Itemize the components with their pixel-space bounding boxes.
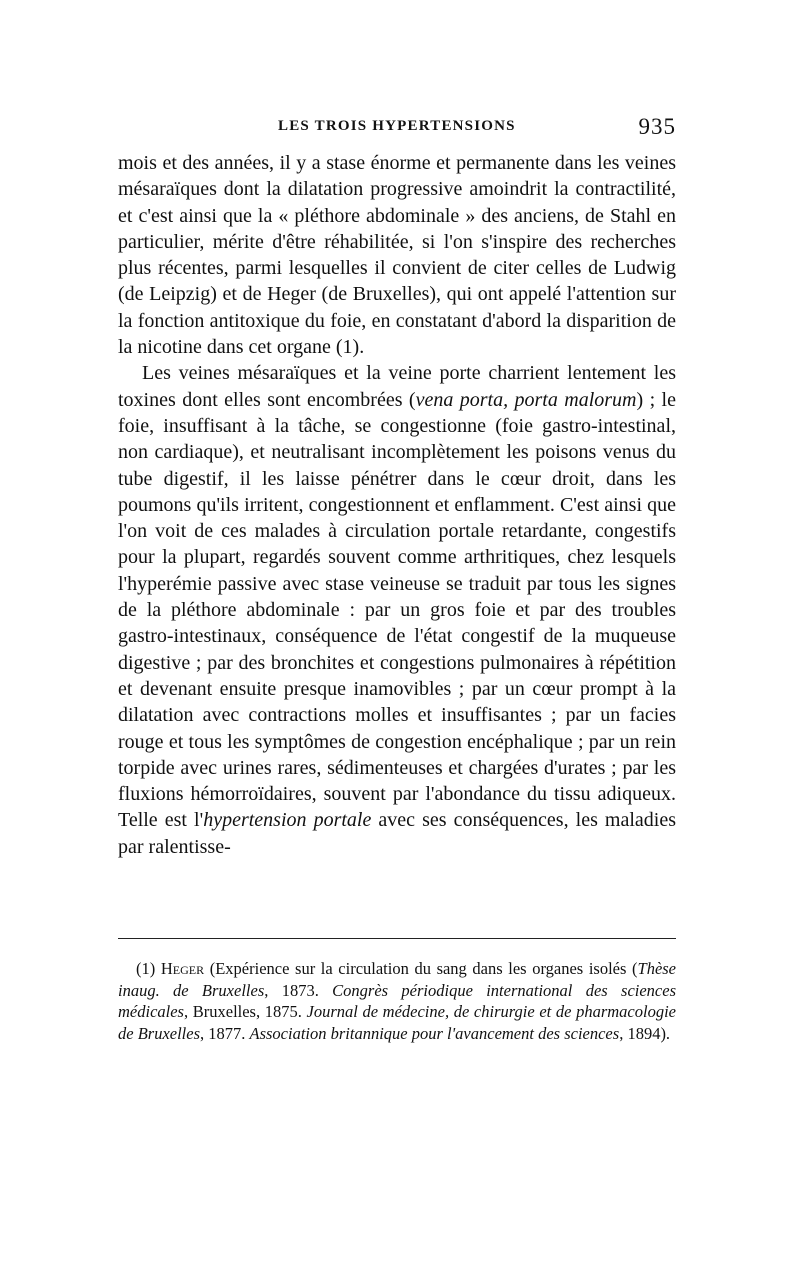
footnote-text-3: , Bruxelles, 1875. <box>183 1002 307 1021</box>
paragraph-2 <box>118 360 676 860</box>
footnote-text-2: , 1873. <box>264 980 333 1000</box>
footnote-italic-4: Association britannique pour l'avancement des sciences <box>249 1023 620 1043</box>
paragraph-2-italic-2: hypertension portale <box>203 809 372 832</box>
footnote-text-1: (Expérience sur la circulation du sang dans les organes isolés ( <box>204 959 638 978</box>
footnote-text-5: , 1894). <box>619 1023 671 1043</box>
paragraph-2-text-2: ) ; le foie, insuffisant à la tâche, se congestionne (foie gastro-intestinal, non cardiaque), et neutralisant incomplètement les poisons venus du tube digestif, il les laisse pénétrer dans le cœur droit, dans les poumons qu'ils irritent, congestionnent et enflamment. C'est ainsi que l'on voit de ces malades à circulation portale retardante, congestifs pour la plupart, regardés souvent comme arthritiques, chez lesquels l'hyperémie passive avec stase veineuse se traduit par tous les signes de la pléthore abdominale : par un gros foie et par des troubles gastro-intestinaux, conséquence de l'état congestif de la muqueuse digestive ; par des bronchites et congestions pulmonaires à répétition et devenant ensuite presque inamovibles ; par un cœur prompt à la dilatation avec contractions molles et insuffisantes ; par un facies rouge et tous les symptômes de congestion encéphalique ; par un rein torpide avec urines rares, sédimenteuses et chargées d'urates ; par les fluxions hémorroïdaires, souvent par l'abondance du tissu adiqueux. Telle est l' <box>118 388 676 832</box>
running-title: LES TROIS HYPERTENSIONS <box>278 118 516 134</box>
footnote-text-4: , 1877. <box>200 1023 250 1043</box>
footnote-divider <box>118 938 676 939</box>
paragraph-1: mois et des années, il y a stase énorme et permanente dans les veines mésaraïques dont la dilatation progressive amoindrit la contractilité, et c'est ainsi que la « pléthore abdominale » des anciens, de Stahl en particulier, mérite d'être réhabilitée, si l'on s'inspire des recherches plus récentes, parmi lesquelles il convient de citer celles de Ludwig (de Leipzig) et de Heger (de Bruxelles), qui ont appelé l'attention sur la fonction antitoxique du foie, en constatant d'abord la disparition de la nicotine dans cet organe (1). <box>118 152 676 359</box>
footnote-italic-3: Journal de médecine, de chirurgie et de pharmacologie de Bruxelles <box>118 1002 676 1043</box>
body-text <box>118 150 676 860</box>
paragraph-2-italic-1: vena porta, porta malorum <box>415 388 637 411</box>
footnote-italic-2: Congrès périodique international des sciences médicales <box>118 980 676 1021</box>
footnote-italic-1: Thèse inaug. de Bruxelles <box>118 959 677 1000</box>
paragraph-2-text-3: avec ses conséquences, les maladies par ralentisse- <box>118 809 676 858</box>
page-number: 935 <box>638 114 676 139</box>
footnote-marker: (1) <box>136 959 156 978</box>
footnote <box>118 958 676 1044</box>
paragraph-2-text-1: Les veines mésaraïques et la veine porte charrient lentement les toxines dont elles sont encombrées ( <box>118 362 676 411</box>
footnote-author: Heger <box>160 959 205 978</box>
page-header <box>118 114 676 144</box>
